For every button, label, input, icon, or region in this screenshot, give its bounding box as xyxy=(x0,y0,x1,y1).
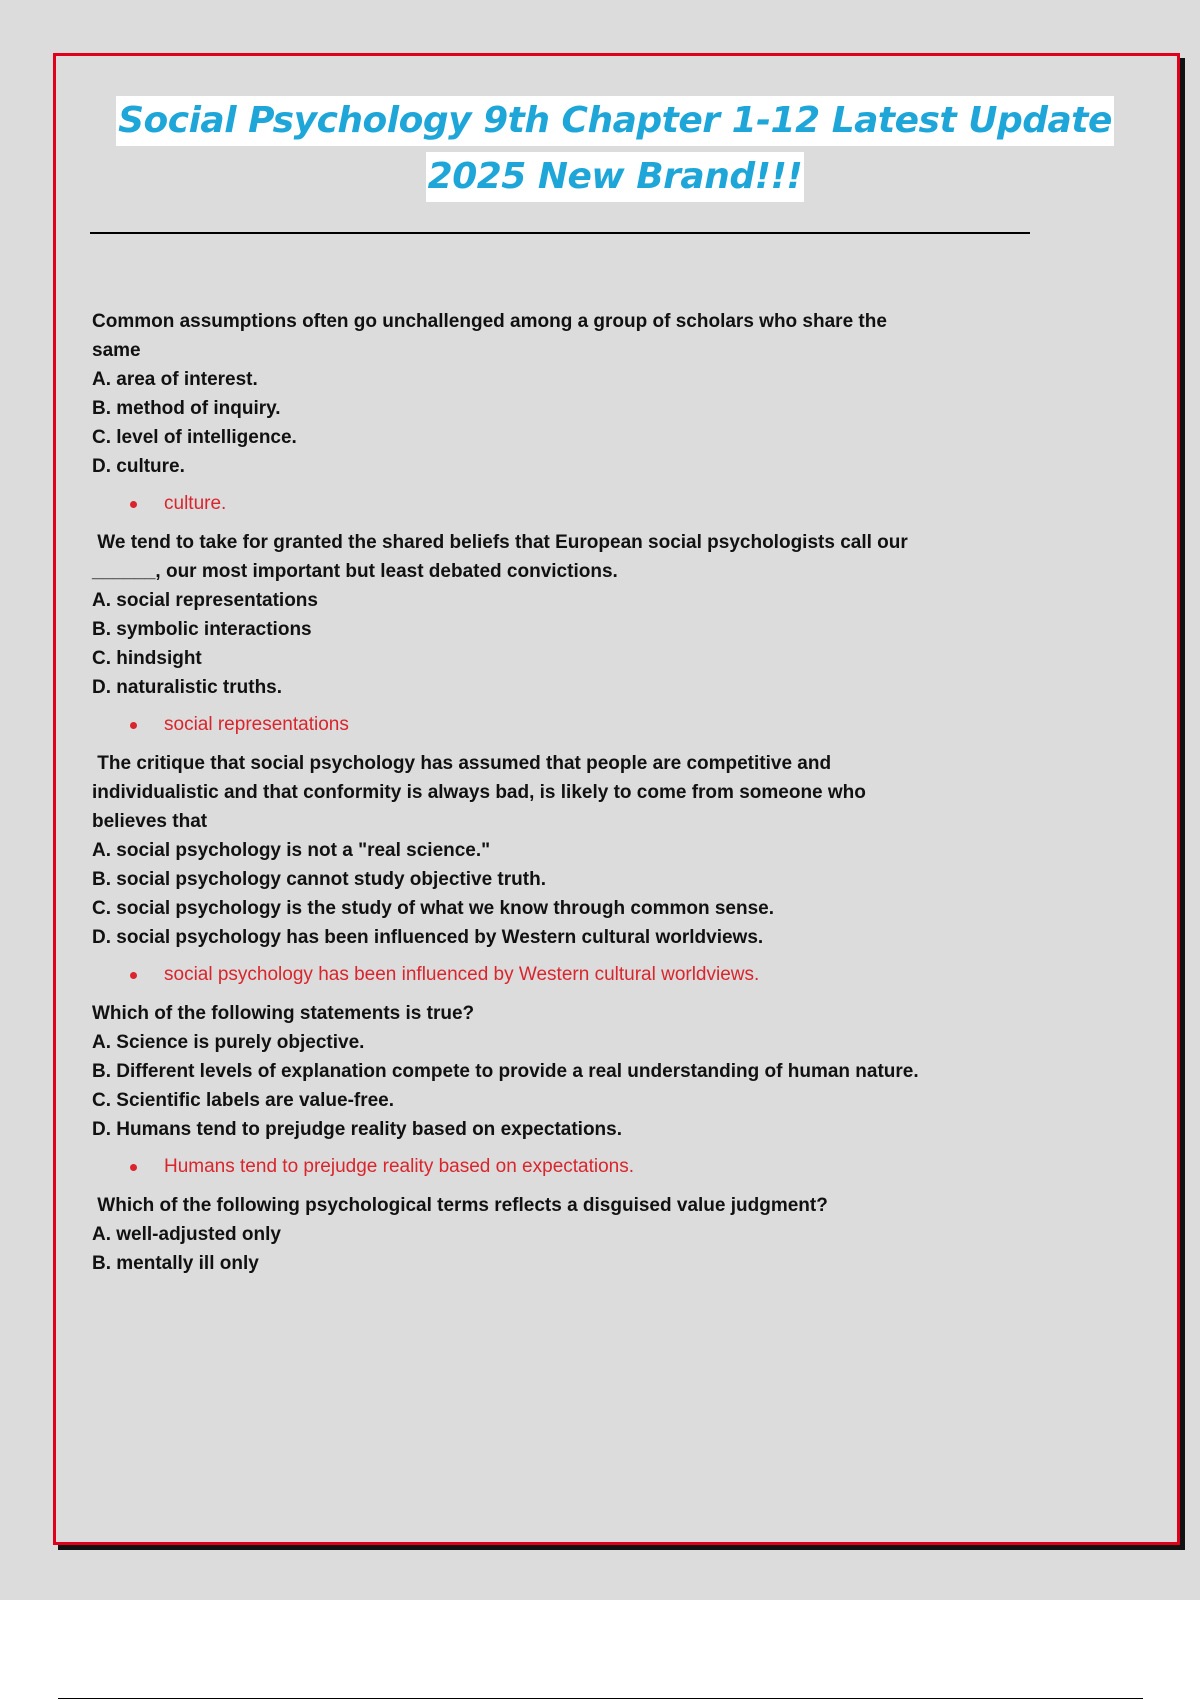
answer-item xyxy=(92,1156,1052,1178)
bullet-icon xyxy=(130,722,137,729)
question-text: The critique that social psychology has assumed that people are competitive and individualistic and that conformity is always bad, is likely to come from someone who believes that xyxy=(92,753,866,832)
question-block-4 xyxy=(92,999,1052,1178)
answer-text: culture. xyxy=(164,493,227,514)
option-c: C. Scientific labels are value-free. xyxy=(92,1090,395,1111)
title-divider xyxy=(90,232,1030,234)
question-list xyxy=(92,307,1052,1278)
bullet-icon xyxy=(130,972,137,979)
option-b: B. method of inquiry. xyxy=(92,398,281,419)
answer-text: social representations xyxy=(164,714,349,735)
option-a: A. well-adjusted only xyxy=(92,1224,281,1245)
question-text: Common assumptions often go unchallenged among a group of scholars who share the same xyxy=(92,311,887,361)
option-c: C. level of intelligence. xyxy=(92,427,297,448)
question-block-1 xyxy=(92,307,1052,515)
answer-item xyxy=(92,964,1052,986)
next-page-divider xyxy=(58,1698,1143,1699)
answer-item xyxy=(92,493,1052,515)
question-block-2 xyxy=(92,528,1052,736)
title-line-2: 2025 New Brand!!! xyxy=(426,152,805,202)
option-a: A. social psychology is not a "real science." xyxy=(92,840,491,861)
bullet-icon xyxy=(130,1164,137,1171)
option-b: B. mentally ill only xyxy=(92,1253,259,1274)
question-block-5 xyxy=(92,1191,1052,1278)
document-title xyxy=(90,93,1140,205)
question-block-3 xyxy=(92,749,1052,986)
answer-text: Humans tend to prejudge reality based on expectations. xyxy=(164,1156,635,1177)
option-a: A. Science is purely objective. xyxy=(92,1032,365,1053)
option-b: B. symbolic interactions xyxy=(92,619,312,640)
question-text: We tend to take for granted the shared beliefs that European social psychologists call our ______, our most important but least debated convictions. xyxy=(92,532,908,582)
option-a: A. area of interest. xyxy=(92,369,258,390)
option-a: A. social representations xyxy=(92,590,318,611)
answer-item xyxy=(92,714,1052,736)
question-text: Which of the following statements is true? xyxy=(92,1003,475,1024)
question-text: Which of the following psychological terms reflects a disguised value judgment? xyxy=(92,1195,828,1216)
title-line-1: Social Psychology 9th Chapter 1-12 Latest Update xyxy=(116,96,1114,146)
option-c: C. social psychology is the study of what we know through common sense. xyxy=(92,898,774,919)
option-d: D. social psychology has been influenced by Western cultural worldviews. xyxy=(92,927,764,948)
bullet-icon xyxy=(130,501,137,508)
option-d: D. naturalistic truths. xyxy=(92,677,283,698)
option-d: D. culture. xyxy=(92,456,185,477)
option-b: B. social psychology cannot study objective truth. xyxy=(92,869,546,890)
option-d: D. Humans tend to prejudge reality based on expectations. xyxy=(92,1119,622,1140)
option-c: C. hindsight xyxy=(92,648,202,669)
option-b: B. Different levels of explanation compete to provide a real understanding of human nature. xyxy=(92,1061,919,1082)
answer-text: social psychology has been influenced by Western cultural worldviews. xyxy=(164,964,760,985)
